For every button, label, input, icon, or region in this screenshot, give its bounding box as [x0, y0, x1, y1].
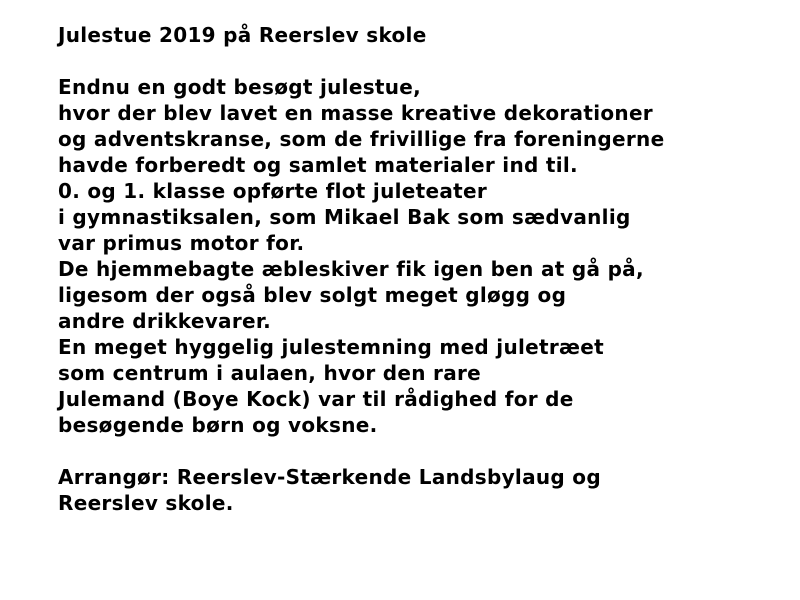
body-line: var primus motor for.: [58, 231, 305, 255]
paragraph-spacer: [58, 438, 788, 464]
document-page: [58, 22, 788, 516]
body-line: i gymnastiksalen, som Mikael Bak som sædvanlig: [58, 205, 631, 229]
body-text: [58, 74, 788, 438]
body-line: andre drikkevarer.: [58, 309, 272, 333]
body-line: Julemand (Boye Kock) var til rådighed for de: [58, 387, 574, 411]
body-line: havde forberedt og samlet materialer ind til.: [58, 153, 578, 177]
organizer-text: [58, 464, 788, 516]
organizer-line: Reerslev skole.: [58, 491, 234, 515]
body-line: som centrum i aulaen, hvor den rare: [58, 361, 482, 385]
body-line: Endnu en godt besøgt julestue,: [58, 75, 422, 99]
body-line: 0. og 1. klasse opførte flot juleteater: [58, 179, 488, 203]
organizer-line: Arrangør: Reerslev-Stærkende Landsbylaug og: [58, 465, 601, 489]
body-line: hvor der blev lavet en masse kreative dekorationer: [58, 101, 653, 125]
body-line: ligesom der også blev solgt meget gløgg og: [58, 283, 567, 307]
body-line: og adventskranse, som de frivillige fra foreningerne: [58, 127, 665, 151]
body-line: besøgende børn og voksne.: [58, 413, 378, 437]
body-line: En meget hyggelig julestemning med juletræet: [58, 335, 605, 359]
body-line: De hjemmebagte æbleskiver fik igen ben at gå på,: [58, 257, 644, 281]
document-title: Julestue 2019 på Reerslev skole: [58, 23, 427, 47]
